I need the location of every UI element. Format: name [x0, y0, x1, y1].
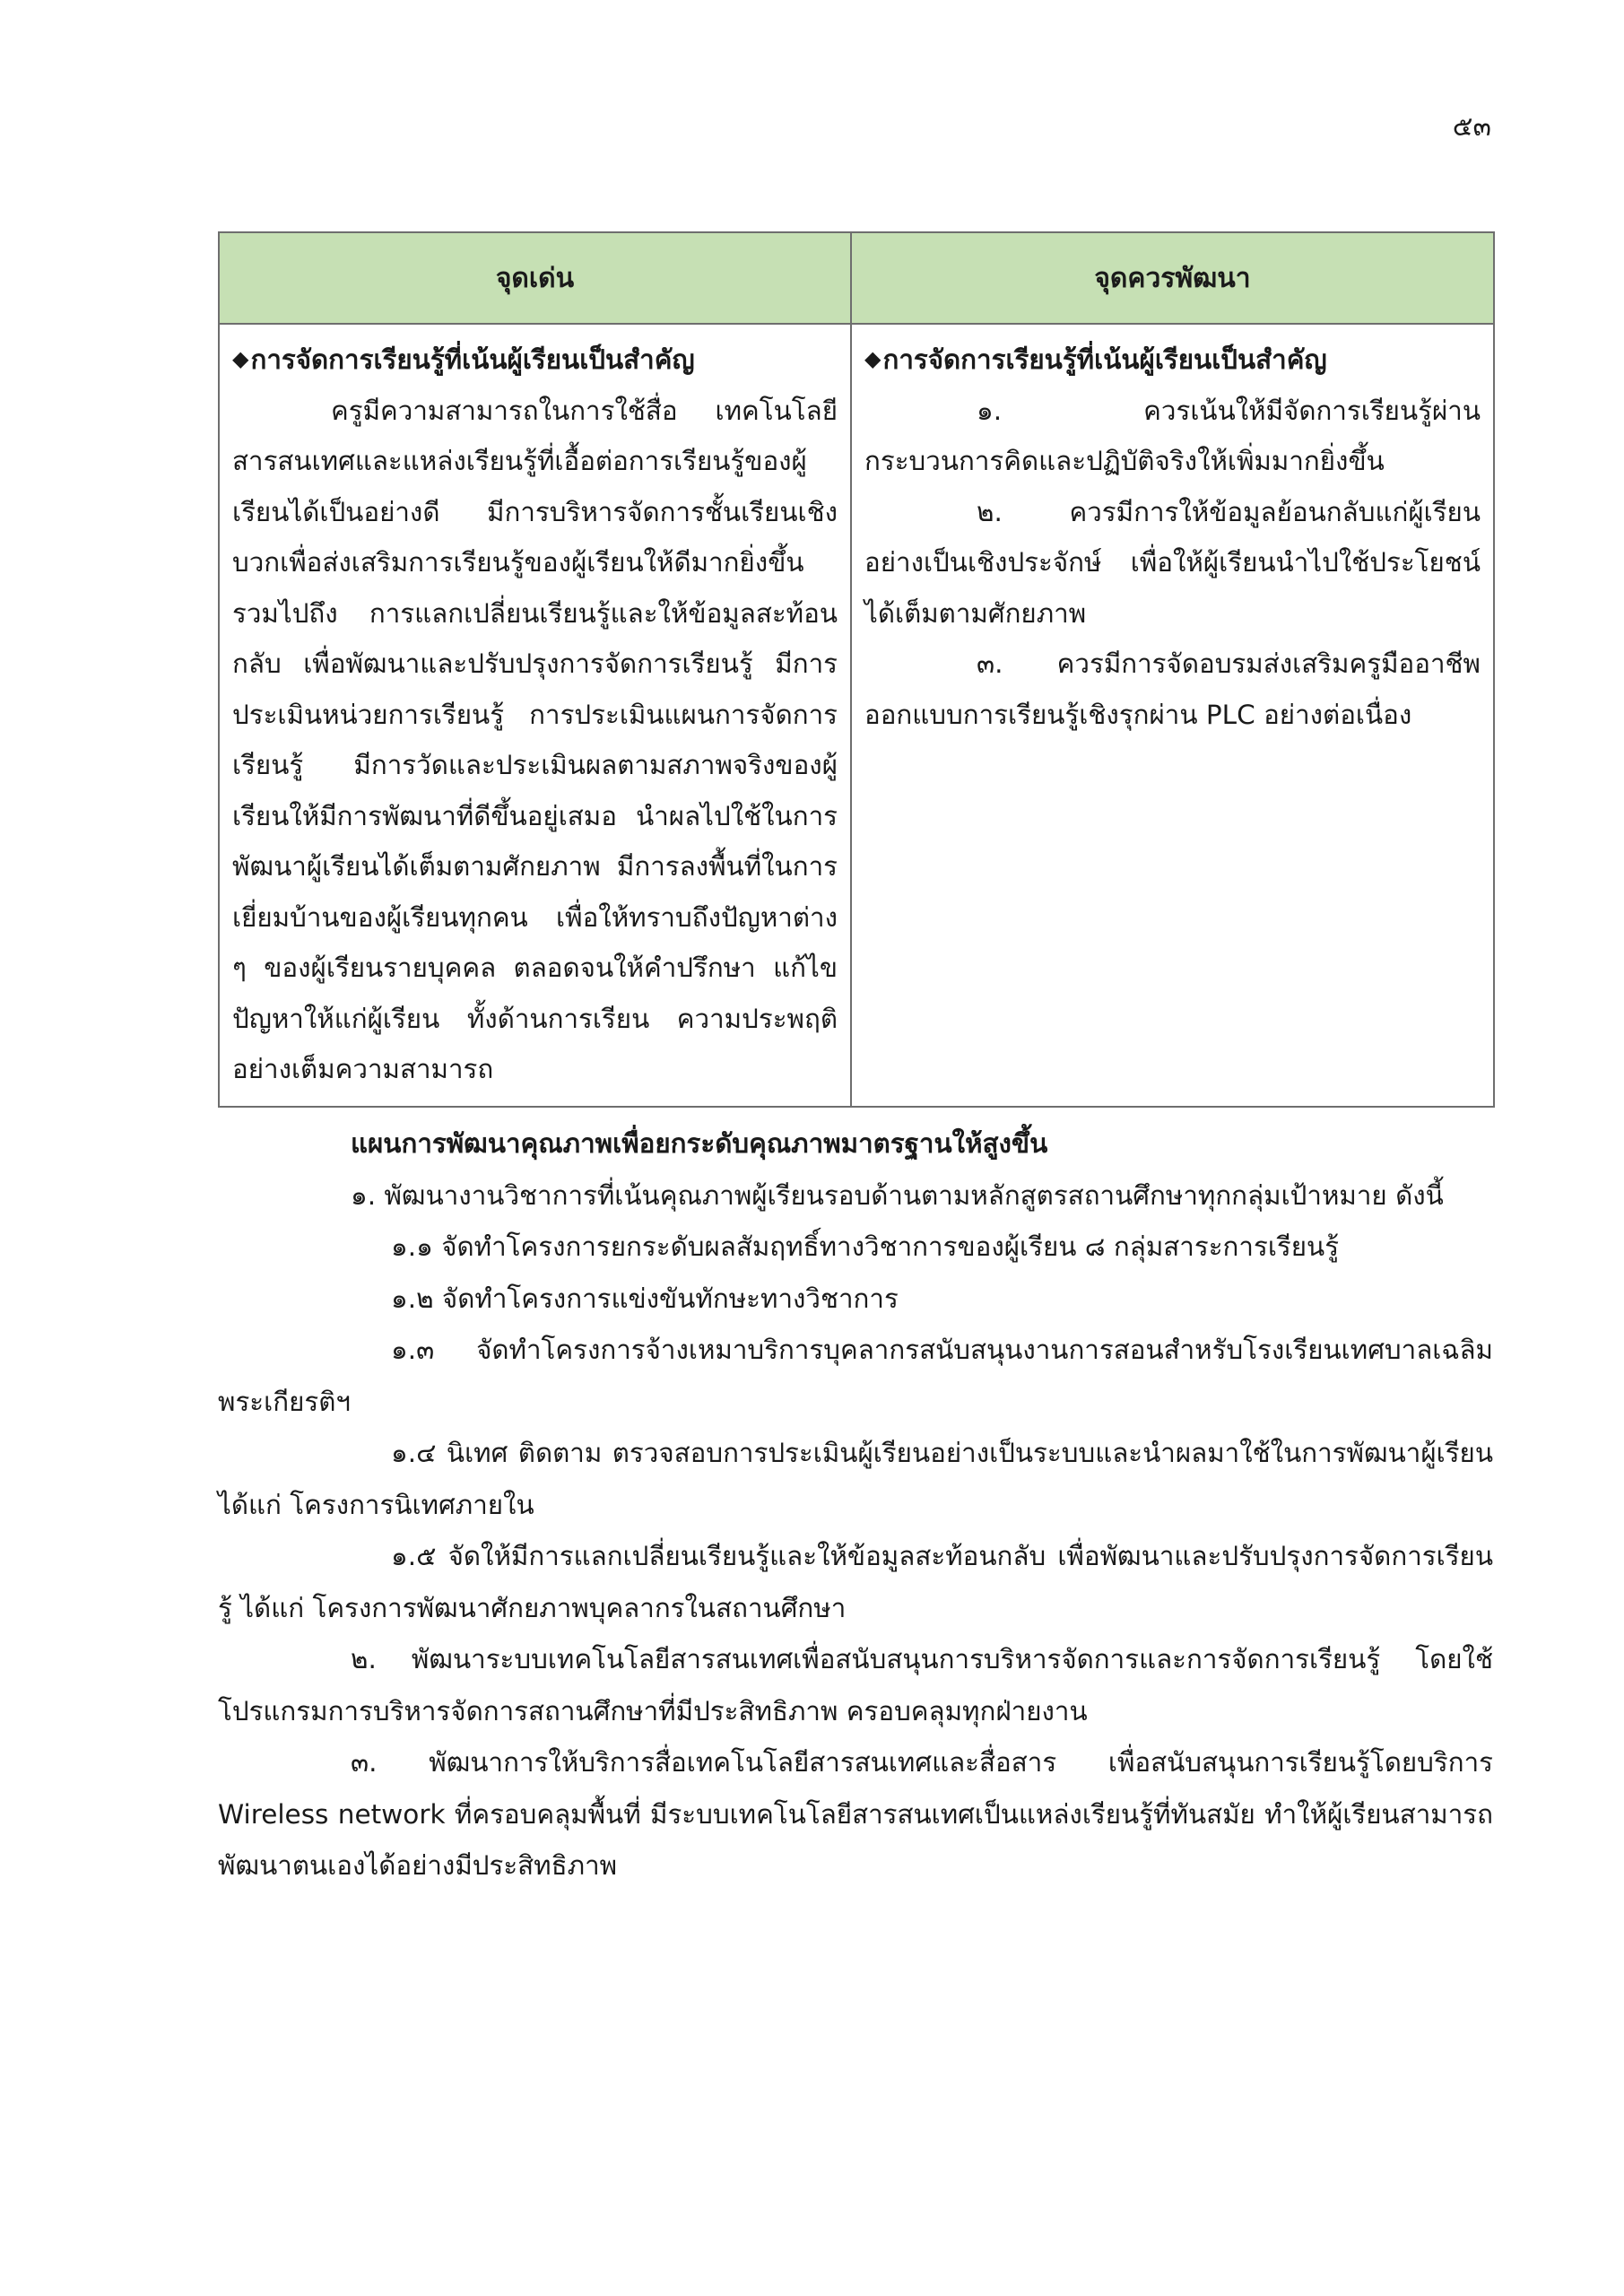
- improvements-heading: ◆การจัดการเรียนรู้ที่เน้นผู้เรียนเป็นสำคัญ: [864, 334, 1481, 386]
- page-number: ๕๓: [1452, 111, 1491, 143]
- plan-item-2: ๒. พัฒนาระบบเทคโนโลยีสารสนเทศเพื่อสนับสนุนการบริหารจัดการและการจัดการเรียนรู้ โดยใช้โปรแกรมการบริหารจัดการสถานศึกษาที่มีประสิทธิภาพ ครอบคลุมทุกฝ่ายงาน: [218, 1644, 1493, 1726]
- diamond-bullet-icon: ◆: [864, 346, 881, 371]
- plan-title: แผนการพัฒนาคุณภาพเพื่อยกระดับคุณภาพมาตรฐานให้สูงขึ้น: [351, 1128, 1048, 1159]
- strengths-paragraph: ครูมีความสามารถในการใช้สื่อ เทคโนโลยีสารสนเทศและแหล่งเรียนรู้ที่เอื้อต่อการเรียนรู้ของผู้เรียนได้เป็นอย่างดี มีการบริหารจัดการชั้นเรียนเชิงบวกเพื่อส่งเสริมการเรียนรู้ของผู้เรียนให้ดีมากยิ่งขึ้น รวมไปถึง การแลกเปลี่ยนเรียนรู้และให้ข้อมูลสะท้อนกลับ เพื่อพัฒนาและปรับปรุงการจัดการเรียนรู้ มีการประเมินหน่วยการเรียนรู้ การประเมินแผนการจัดการเรียนรู้ มีการวัดและประเมินผลตามสภาพจริงของผู้เรียนให้มีการพัฒนาที่ดีขึ้นอยู่เสมอ นำผลไปใช้ในการพัฒนาผู้เรียนได้เต็มตามศักยภาพ มีการลงพื้นที่ในการเยี่ยมบ้านของผู้เรียนทุกคน เพื่อให้ทราบถึงปัญหาต่าง ๆ ของผู้เรียนรายบุคคล ตลอดจนให้คำปรึกษา แก้ไขปัญหาให้แก่ผู้เรียน ทั้งด้านการเรียน ความประพฤติ อย่างเต็มความสามารถ: [232, 395, 838, 1084]
- header-strengths: จุดเด่น: [219, 232, 851, 324]
- plan-subitem: ๑.๒ จัดทำโครงการแข่งขันทักษะทางวิชาการ: [391, 1283, 899, 1314]
- improvement-item: ๑. ควรเน้นให้มีจัดการเรียนรู้ผ่านกระบวนการคิดและปฏิบัติจริงให้เพิ่มมากยิ่งขึ้น: [864, 395, 1481, 476]
- plan-item-3: ๓. พัฒนาการให้บริการสื่อเทคโนโลยีสารสนเทศและสื่อสาร เพื่อสนับสนุนการเรียนรู้โดยบริการ Wireless network ที่ครอบคลุมพื้นที่ มีระบบเทคโนโลยีสารสนเทศเป็นแหล่งเรียนรู้ที่ทันสมัย ทำให้ผู้เรียนสามารถพัฒนาตนเองได้อย่างมีประสิทธิภาพ: [218, 1747, 1493, 1881]
- strengths-heading: ◆การจัดการเรียนรู้ที่เน้นผู้เรียนเป็นสำคัญ: [232, 334, 838, 386]
- plan-subitem: ๑.๔ นิเทศ ติดตาม ตรวจสอบการประเมินผู้เรียนอย่างเป็นระบบและนำผลมาใช้ในการพัฒนาผู้เรียน ได้แก่ โครงการนิเทศภายใน: [218, 1438, 1493, 1520]
- plan-subitem: ๑.๑ จัดทำโครงการยกระดับผลสัมฤทธิ์ทางวิชาการของผู้เรียน ๘ กลุ่มสาระการเรียนรู้: [391, 1231, 1340, 1262]
- plan-subitem: ๑.๕ จัดให้มีการแลกเปลี่ยนเรียนรู้และให้ข้อมูลสะท้อนกลับ เพื่อพัฒนาและปรับปรุงการจัดการเรียนรู้ ได้แก่ โครงการพัฒนาศักยภาพบุคลากรในสถานศึกษา: [218, 1541, 1493, 1623]
- improvement-item: ๒. ควรมีการให้ข้อมูลย้อนกลับแก่ผู้เรียนอย่างเป็นเชิงประจักษ์ เพื่อให้ผู้เรียนนำไปใช้ประโยชน์ได้เต็มตามศักยภาพ: [864, 496, 1481, 629]
- plan-item-1: ๑. พัฒนางานวิชาการที่เน้นคุณภาพผู้เรียนรอบด้านตามหลักสูตรสถานศึกษาทุกกลุ่มเป้าหมาย ดังนี้: [351, 1179, 1444, 1211]
- plan-subitem: ๑.๓ จัดทำโครงการจ้างเหมาบริการบุคลากรสนับสนุนงานการสอนสำหรับโรงเรียนเทศบาลเฉลิมพระเกียรติฯ: [218, 1335, 1493, 1417]
- diamond-bullet-icon: ◆: [232, 346, 249, 371]
- table-row: [219, 324, 1494, 1107]
- improvement-item: ๓. ควรมีการจัดอบรมส่งเสริมครูมืออาชีพ ออกแบบการเรียนรู้เชิงรุกผ่าน PLC อย่างต่อเนื่อง: [864, 648, 1481, 730]
- table-header-row: [219, 232, 1494, 324]
- header-improvements: จุดควรพัฒนา: [851, 232, 1494, 324]
- strengths-improvements-table: [218, 231, 1495, 1108]
- development-plan-section: [218, 1118, 1493, 1892]
- improvements-cell: [851, 324, 1494, 1107]
- strengths-cell: [219, 324, 851, 1107]
